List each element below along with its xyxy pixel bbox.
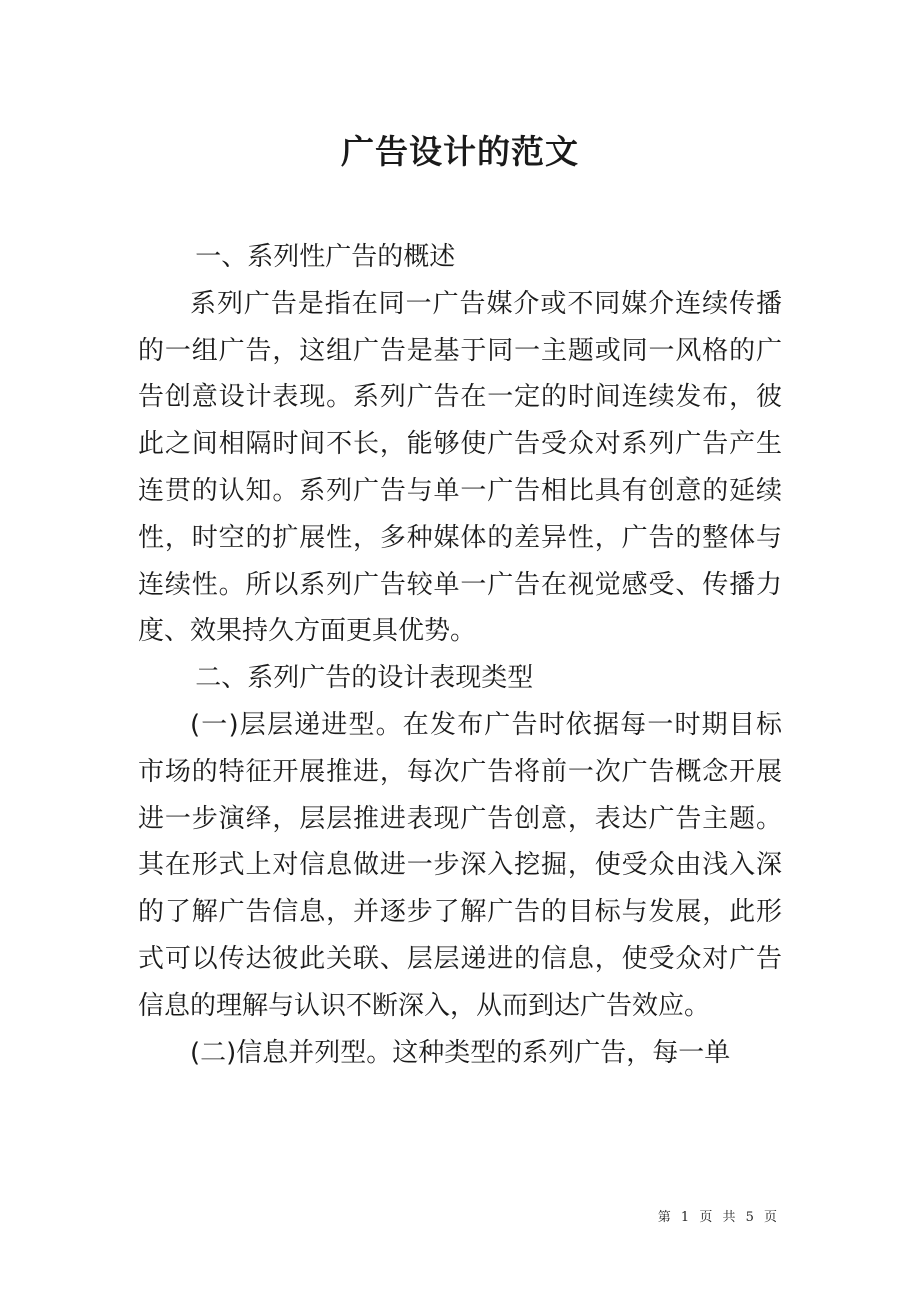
document-body: [138, 234, 782, 1076]
section-heading: 一、系列性广告的概述: [195, 242, 456, 272]
paragraph: 系列广告是指在同一广告媒介或不同媒介连续传播的一组广告，这组广告是基于同一主题或同一风格的广告创意设计表现。系列广告在一定的时间连续发布，彼此之间相隔时间不长，能够使广告受众对系列广告产生连贯的认知。系列广告与单一广告相比具有创意的延续性，时空的扩展性，多种媒体的差异性，广告的整体与连续性。所以系列广告较单一广告在视觉感受、传播力度、效果持久方面更具优势。: [138, 288, 782, 647]
paragraph: (一)层层递进型。在发布广告时依据每一时期目标市场的特征开展推进，每次广告将前一次广告概念开展进一步演绎，层层推进表现广告创意，表达广告主题。其在形式上对信息做进一步深入挖掘，使受众由浅入深的了解广告信息，并逐步了解广告的目标与发展，此形式可以传达彼此关联、层层递进的信息，使受众对广告信息的理解与认识不断深入，从而到达广告效应。: [138, 709, 782, 1021]
section-heading: 二、系列广告的设计表现类型: [195, 663, 534, 694]
paragraph: (二)信息并列型。这种类型的系列广告，每一单: [190, 1037, 731, 1068]
page-number: 第 1 页 共 5 页: [657, 1210, 780, 1225]
document-title: 广告设计的范文: [341, 132, 579, 171]
